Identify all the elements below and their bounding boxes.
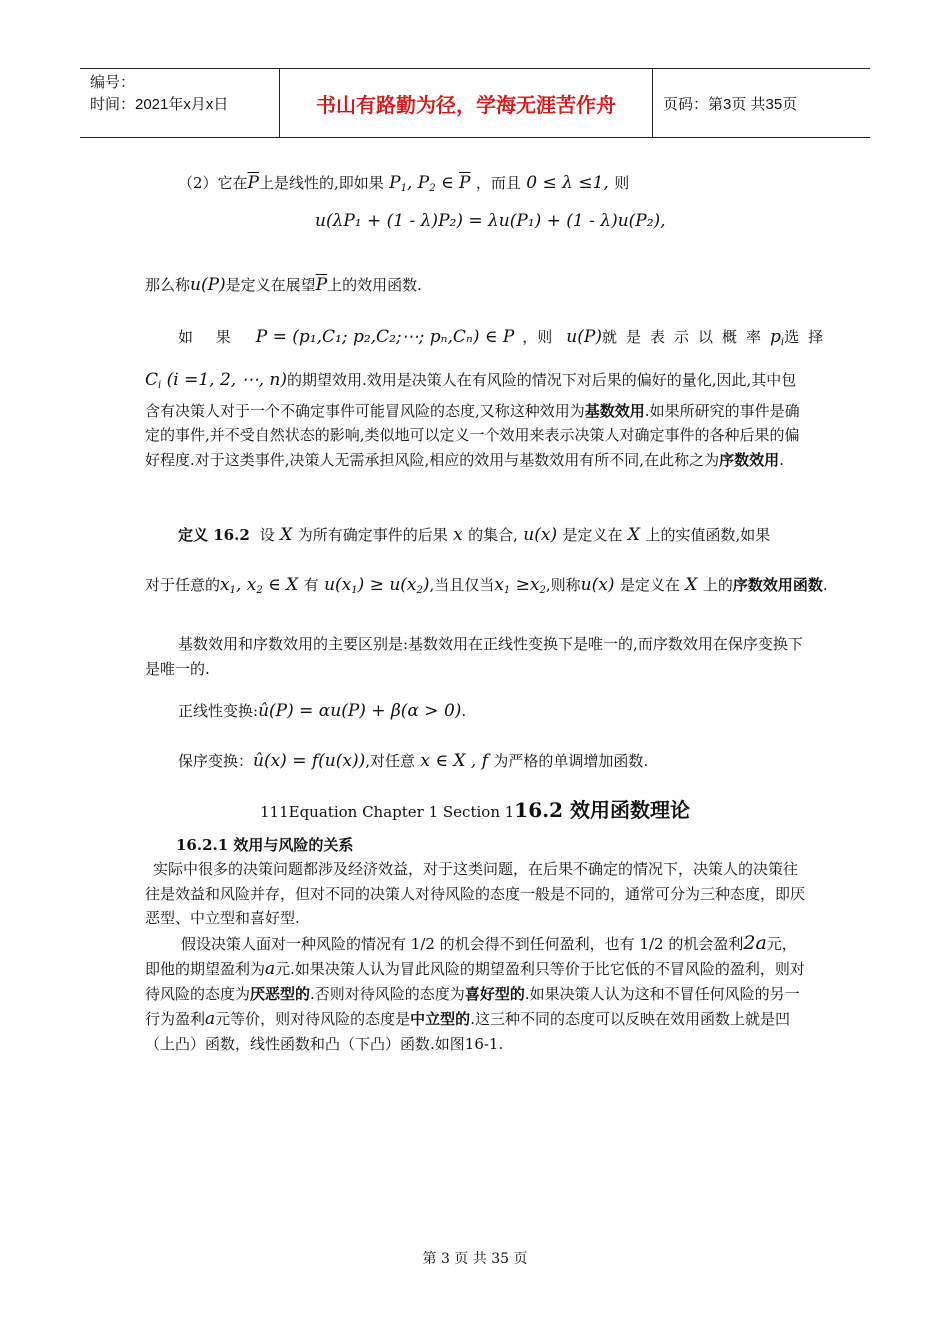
set-p-symbol: $\overline{P}$ <box>247 173 259 193</box>
page-footer: 第 3 页 共 35 页 <box>422 1251 528 1267</box>
if-line: 如 果 P = (p₁,C₁; p₂,C₂;⋯; pₙ,Cₙ) ∈ P ，则 u(P)就是表示以概率$p_i$选择 <box>178 327 833 348</box>
set-p-symbol-2: $\overline{P}$ <box>315 275 328 295</box>
difference-paragraph: 基数效用和序数效用的主要区别是:基数效用在正线性变换下是唯一的,而序数效用在保序变换下是唯一的. <box>145 635 803 678</box>
lambda-range: 0 ≤ λ ≤1, <box>520 173 615 193</box>
definition-line-2: 对于任意的$x_1$, $x_2$ ∈ X 有 $u(x_1) \ge u(x_2)$,当且仅当$x_1 \ge x_2$,则称u(x) 是定义在 X 上的序数效用函数. <box>145 575 828 596</box>
header-left <box>80 69 280 137</box>
u-p-symbol: u(P) <box>190 275 226 295</box>
page-header <box>80 68 870 138</box>
u-p-symbol-2: u(P) <box>566 327 602 347</box>
expected-utility-paragraph: $C_i$ (i =1, 2, ⋯, n)的期望效用.效用是决策人在有风险的情况下对后果的偏好的量化,因此,其中包含有决策人对于一个不确定事件可能冒风险的态度,又称这种效用为基数效用.如果所研究的事件是确定的事件,并不受自然状态的影响,类似地可以定义一个效用来表示决策人对确定事件的各种后果的偏好程度.对于这类事件,决策人无需承担风险,相应的效用与基数效用有所不同,在此称之为序数效用. <box>145 370 800 469</box>
p1p2-formula: $P_1$, $P_2$ ∈ $\overline{P}$ <box>383 173 471 194</box>
header-motto: 书山有路勤为径，学海无涯苦作舟 <box>280 69 653 137</box>
time-label: 时间：2021年x月x日 <box>90 96 229 113</box>
risk-types-paragraph: 假设决策人面对一种风险的情况有 1/2 的机会得不到任何盈利，也有 1/2 的机会盈利2a元，即他的期望盈利为a元.如果决策人认为冒此风险的期望盈利只等价于比它低的不冒风险的盈利，则对待风险的态度为厌恶型的.否则对待风险的态度为喜好型的.如果决策人认为这和不冒任何风险的另一行为盈利a元等价，则对待风险的态度是中立型的.这三种不同的态度可以反映在效用函数上就是凹（上凸）函数，线性函数和凸（下凸）函数.如图16-1. <box>145 932 805 1053</box>
number-label: 编号： <box>90 74 136 91</box>
conclusion-line: 那么称u(P)是定义在展望$\overline{P}$上的效用函数. <box>145 275 422 295</box>
positive-linear-line: 正线性变换:û(P) = αu(P) + β(α > 0). <box>178 701 467 721</box>
header-page-info: 页码：第3页 共35页 <box>663 95 798 113</box>
ci-symbol: $C_i$ (i =1, 2, ⋯, n) <box>145 370 287 391</box>
subsection-heading: 16.2.1 效用与风险的关系 <box>176 836 354 854</box>
lottery-formula: P = (p₁,C₁; p₂,C₂;⋯; pₙ,Cₙ) ∈ P <box>255 327 515 347</box>
linear-formula: u(λP₁ + (1 - λ)P₂) = λu(P₁) + (1 - λ)u(P₂), <box>315 211 666 231</box>
item2-line: （2）它在$\overline{P}$上是线性的,即如果 $P_1$, $P_2$ ∈ $\overline{P}$ ，而且 0 ≤ λ ≤1, 则 <box>178 173 630 194</box>
risk-attitude-paragraph: 实际中很多的决策问题都涉及经济效益，对于这类问题，在后果不确定的情况下，决策人的决策往往是效益和风险并存，但对不同的决策人对待风险的态度一般是不同的，通常可分为三种态度，即厌恶型、中立型和喜好型. <box>145 860 806 927</box>
section-heading: 111Equation Chapter 1 Section 116.2 效用函数理论 <box>260 798 690 822</box>
definition-line: 定义 16.2 设 X 为所有确定事件的后果 x 的集合, u(x) 是定义在 X 上的实值函数,如果 <box>178 525 771 545</box>
pi-symbol: $p_i$ <box>769 327 785 348</box>
order-preserving-line: 保序变换：û(x) = f(u(x)),对任意 x ∈ X , f 为严格的单调增加函数. <box>178 751 649 771</box>
